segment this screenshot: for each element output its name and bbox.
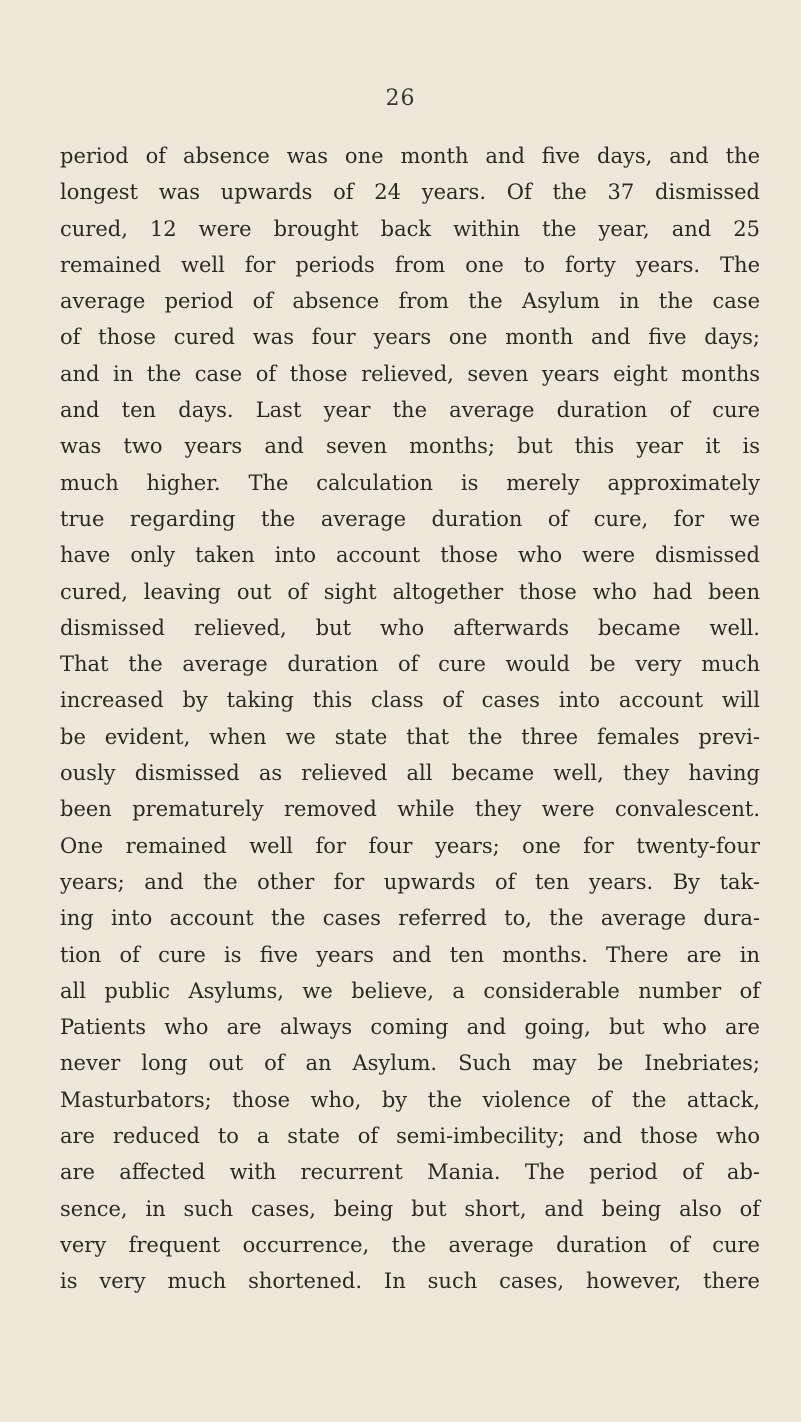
text-line: much higher. The calculation is merely approximately: [60, 470, 760, 495]
text-line: years; and the other for upwards of ten years. By tak-: [60, 869, 760, 894]
text-line: are affected with recurrent Mania. The period of ab-: [60, 1160, 760, 1185]
text-line: have only taken into account those who were dismissed: [60, 543, 760, 568]
text-line: remained well for periods from one to forty years. The: [60, 252, 760, 277]
text-line: ously dismissed as relieved all became well, they having: [60, 761, 760, 786]
text-line: true regarding the average duration of cure, for we: [60, 506, 760, 531]
text-line: and ten days. Last year the average duration of cure: [60, 398, 760, 423]
text-line: be evident, when we state that the three females previ-: [60, 724, 760, 749]
text-line: tion of cure is five years and ten months. There are in: [60, 942, 760, 967]
text-line: longest was upwards of 24 years. Of the 37 dismissed: [60, 180, 760, 205]
text-line: never long out of an Asylum. Such may be Inebriates;: [60, 1051, 760, 1076]
text-line: average period of absence from the Asylum in the case: [60, 289, 760, 314]
text-line: sence, in such cases, being but short, and being also of: [60, 1196, 760, 1221]
text-line: One remained well for four years; one for twenty-four: [60, 833, 760, 858]
text-line: of those cured was four years one month and five days;: [60, 325, 760, 350]
text-line: and in the case of those relieved, seven years eight months: [60, 361, 760, 386]
text-line: ing into account the cases referred to, the average dura-: [60, 906, 760, 931]
text-line: period of absence was one month and five days, and the: [60, 144, 760, 168]
text-line: are reduced to a state of semi-imbecility; and those who: [60, 1124, 760, 1149]
text-line: That the average duration of cure would be very much: [60, 652, 760, 677]
text-line: been prematurely removed while they were convalescent.: [60, 797, 760, 822]
text-line: cured, leaving out of sight altogether those who had been: [60, 579, 760, 604]
text-line: was two years and seven months; but this year it is: [60, 434, 760, 459]
text-line: is very much shortened. In such cases, however, there: [60, 1269, 760, 1294]
text-line: Masturbators; those who, by the violence of the attack,: [60, 1087, 760, 1112]
text-line: dismissed relieved, but who afterwards became well.: [60, 615, 760, 640]
text-line: very frequent occurrence, the average duration of cure: [60, 1232, 760, 1257]
text-line: increased by taking this class of cases into account will: [60, 688, 760, 713]
page-number: 26: [385, 86, 416, 111]
body-text: [60, 138, 760, 1300]
text-line: all public Asylums, we believe, a considerable number of: [60, 978, 760, 1003]
text-line: cured, 12 were brought back within the year, and 25: [60, 216, 760, 241]
text-line: Patients who are always coming and going, but who are: [60, 1015, 760, 1040]
